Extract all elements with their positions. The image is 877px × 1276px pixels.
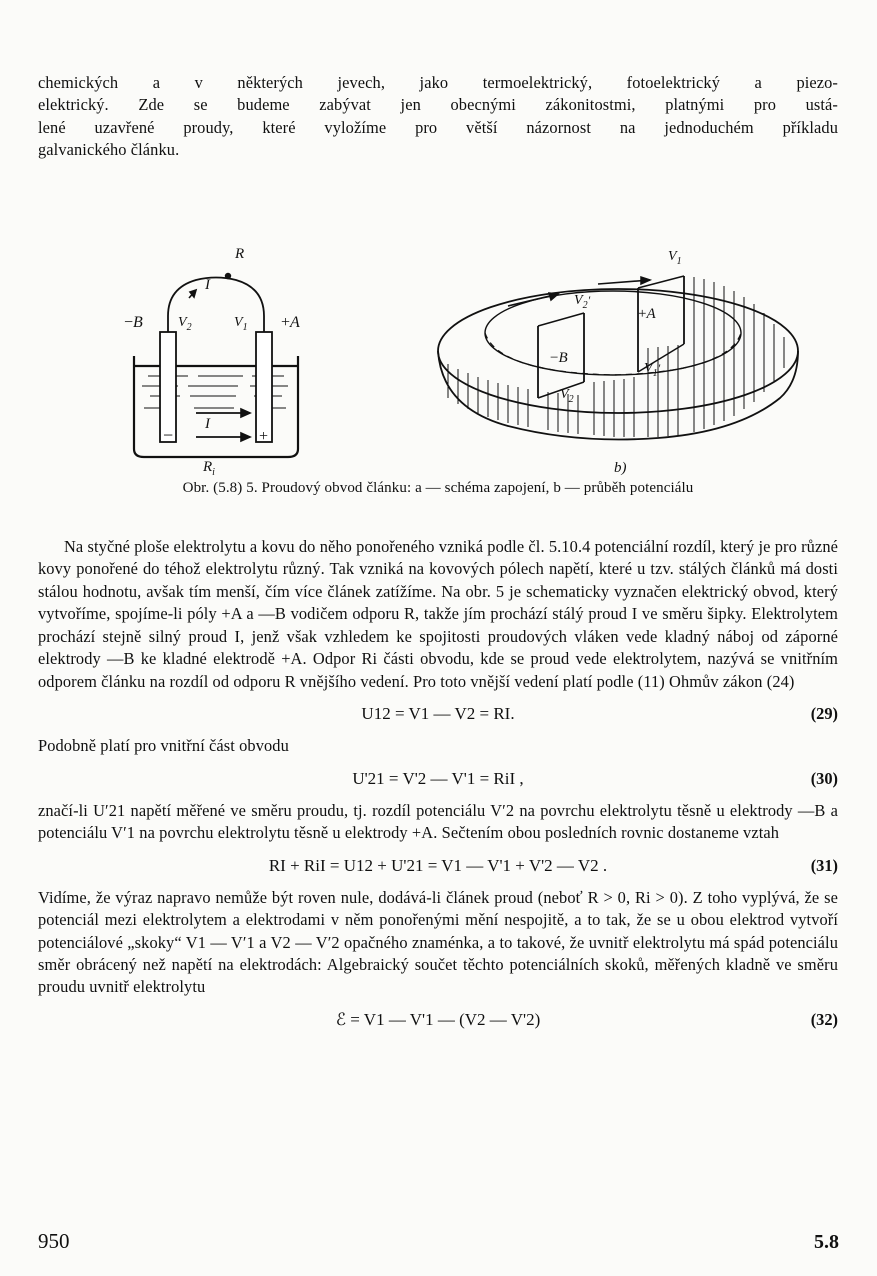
label-V1: $V_1$ bbox=[234, 314, 248, 333]
label-b-plus-A: +A bbox=[638, 305, 656, 322]
label-minus-B: −B bbox=[124, 313, 143, 331]
equation-30 bbox=[38, 769, 838, 789]
equation-31-number: (31) bbox=[810, 855, 838, 875]
label-b-V2: $V_2$ bbox=[560, 386, 574, 405]
figure-caption: Obr. (5.8) 5. Proudový obvod článku: a — schéma zapojení, b — průběh potenciálu bbox=[182, 479, 694, 496]
equation-29-number: (29) bbox=[810, 704, 838, 724]
equation-31-text: RI + RiI = U12 + U'21 = V1 — V'1 + V'2 — V2 . bbox=[268, 855, 608, 875]
section-marker: 5.8 bbox=[814, 1231, 839, 1253]
page-content bbox=[38, 72, 838, 1041]
paragraph-main-4: Vidíme, že výraz napravo nemůže být roven nule, dodává-li článek proud (neboť R > 0, Ri > 0). Z toho vyplývá, že se potenciál mezi elektrolytem a elektrodami v něm ponořenými mění nespojitě, a to tak, že se u obou elektrod vytvoří potenciálové „skoky“ V1 — V′1 a V2 — V′2 opačného znaménka, a to takové, že uvnitř elektrolytu má spád potenciálu směr obrácený než napětí na elektrodách: Algebraický součet těchto potenciálních skoků, měřených kladně ve směru proudu uvnitř elektrolytu bbox=[38, 887, 838, 997]
intro-line-4: galvanického článku. bbox=[38, 140, 180, 160]
intro-line-2: elektrický. Zde se budeme zabývat jen obecnými zákonitostmi, platnými pro ustá- bbox=[38, 95, 838, 115]
label-b-V1: $V_1$ bbox=[668, 248, 682, 267]
paragraph-main-3: značí-li U′21 napětí měřené ve směru proudu, tj. rozdíl potenciálu V′2 na povrchu elektrolytu těsně u elektrody —B a potenciálu V′1 na povrchu elektrolytu těsně u elektrody +A. Sečtením obou posledních rovnic dostaneme vztah bbox=[38, 800, 838, 843]
equation-29-text: U12 = V1 — V2 = RI. bbox=[361, 704, 515, 724]
page-number: 950 bbox=[38, 1229, 70, 1253]
equation-32-text: ℰ = V1 — V'1 — (V2 — V'2) bbox=[335, 1009, 541, 1029]
label-electrode-minus: − bbox=[163, 424, 174, 445]
equation-31 bbox=[38, 856, 838, 876]
intro-line-1: chemických a v některých jevech, jako termoelektrický, fotoelektrický a piezo- bbox=[38, 73, 838, 92]
paragraph-intro bbox=[38, 72, 838, 162]
figure-illustration bbox=[38, 176, 838, 476]
equation-32 bbox=[38, 1010, 838, 1030]
label-Ri: $R_i$ bbox=[203, 458, 215, 476]
equation-30-text: U'21 = V'2 — V'1 = RiI , bbox=[352, 768, 524, 788]
equation-32-number: (32) bbox=[810, 1009, 838, 1029]
label-I-mid: I bbox=[205, 415, 210, 432]
label-R: R bbox=[235, 245, 245, 262]
label-electrode-plus: + bbox=[259, 427, 269, 445]
label-plus-A: +A bbox=[281, 313, 300, 331]
figure-5 bbox=[38, 176, 838, 476]
equation-29 bbox=[38, 704, 838, 724]
label-b-minus-B: −B bbox=[550, 349, 568, 366]
label-I-top: I bbox=[205, 276, 210, 293]
label-V2: $V_2$ bbox=[178, 314, 192, 333]
paragraph-main-1: Na styčné ploše elektrolytu a kovu do něho ponořeného vzniká podle čl. 5.10.4 potenciální rozdíl, který je pro různé kovy ponořené do téhož elektrolytu různý. Tak vzniká na kovových pólech napětí, které u tzv. stálých článků má dosti stálou hodnotu, avšak tím menší, čím více článek zatížíme. Na obr. 5 je schematicky vyznačen elektrický obvod, který vytvoříme, spojíme-li póly +A a —B vodičem odporu R, takže jím prochází stálý proud I ve směru šipky. Elektrolytem prochází stejně silný proud I, jenž však vzhledem ke spojitosti proudových vláken vede kladný náboj od záporné elektrody —B ke kladné elektrodě +A. Odpor Ri části obvodu, kde se proud vede elektrolytem, nazývá se vnitřním odporem článku na rozdíl od odporu R vnějšího vedení. Pro toto vnější vedení platí podle (11) Ohmův zákon (24) bbox=[38, 536, 838, 691]
page-footer bbox=[38, 1229, 839, 1254]
label-b-V2-prime: $V_2'$ bbox=[574, 292, 591, 311]
label-b-V1-prime: $V_1'$ bbox=[644, 360, 661, 379]
intro-line-3: lené uzavřené proudy, které vyložíme pro větší názornost na jednoduchém příkladu bbox=[38, 117, 838, 137]
label-sub-b: b) bbox=[614, 459, 627, 476]
equation-30-number: (30) bbox=[810, 768, 838, 788]
paragraph-main-2: Podobně platí pro vnitřní část obvodu bbox=[38, 736, 289, 756]
